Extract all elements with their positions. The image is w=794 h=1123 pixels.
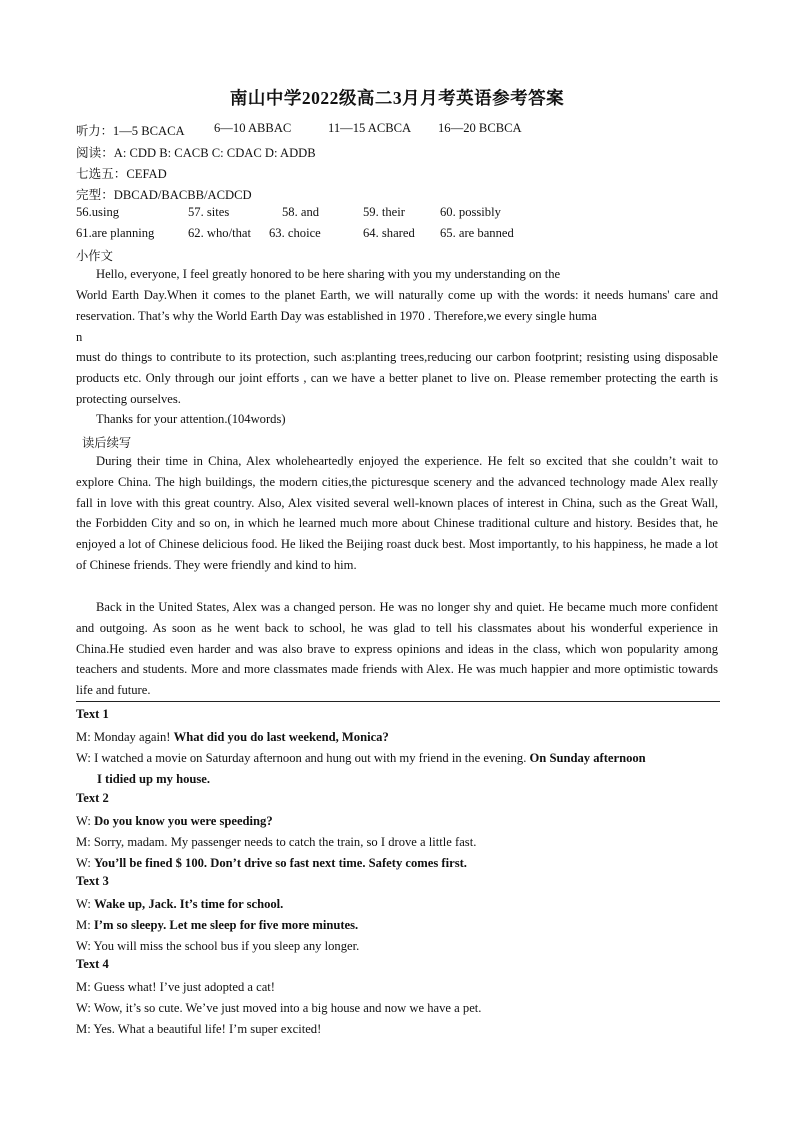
speaker: M: <box>76 1022 94 1036</box>
transcript-line <box>76 998 722 1019</box>
grammar-answer: 56.using <box>76 205 120 219</box>
listening-group-3: 11—15 ACBCA <box>328 121 412 135</box>
line-plain: Guess what! I’ve just adopted a cat! <box>93 980 276 994</box>
grammar-answer: 58. and <box>282 205 320 219</box>
line-plain: Monday again! <box>93 730 174 744</box>
cloze-answers: 完型：DBCAD/BACBB/ACDCD <box>76 188 252 202</box>
grammar-answer: 60. possibly <box>440 205 501 219</box>
transcript-line <box>76 1019 722 1040</box>
line-bold: I’m so sleepy. Let me sleep for five more minutes. <box>93 918 359 932</box>
listening-label: 听力： <box>76 124 113 138</box>
grammar-answer: 62. who/that <box>188 226 251 240</box>
continuation-paragraph-2: Back in the United States, Alex was a changed person. He was no longer shy and quiet. He became much more confident and outgoing. As soon as he went back to school, he was glad to tell his classmates about his wonderful experience in China.He studied even harder and was also brave to express opinions and ideas in the class, which won popularity among teachers and students. More and more classmates made friends with Alex. He was much happier and more optimistic towards life and future. <box>76 600 718 698</box>
transcript-label: Text 4 <box>76 957 109 971</box>
transcript-line <box>76 977 722 998</box>
transcript-line <box>76 748 722 790</box>
speaker: M: <box>76 835 94 849</box>
speaker: M: <box>76 980 94 994</box>
line-plain: Wow, it’s so cute. We’ve just moved into a big house and now we have a pet. <box>93 1001 482 1015</box>
transcript-line <box>76 936 722 957</box>
line-plain: You will miss the school bus if you sleep any longer. <box>93 939 360 953</box>
transcript-line <box>76 915 722 936</box>
transcript-line <box>76 894 722 915</box>
grammar-answer: 64. shared <box>363 226 415 240</box>
grammar-answer: 61.are planning <box>76 226 155 240</box>
line-bold-continued: I tidied up my house. <box>97 772 211 786</box>
transcript-label: Text 2 <box>76 791 109 805</box>
speaker: W: <box>76 939 94 953</box>
line-plain: Yes. What a beautiful life! I’m super excited! <box>93 1022 322 1036</box>
grammar-row-2 <box>76 226 676 244</box>
transcript-line <box>76 853 722 874</box>
transcript-line <box>76 727 722 748</box>
essay-paragraph-end: must do things to contribute to its protection, such as:planting trees,reducing our carbon footprint; resisting using disposable products etc. Only through our joint efforts , can we have a better planet to live on. Please remember protecting the earth is protecting ourselves. <box>76 350 718 406</box>
transcript-line <box>76 811 722 832</box>
line-plain: I watched a movie on Saturday afternoon and hung out with my friend in the evening. <box>94 751 530 765</box>
listening-group-2: 6—10 ABBAC <box>214 121 292 135</box>
speaker: W: <box>76 897 95 911</box>
transcript-label: Text 1 <box>76 707 109 721</box>
line-bold: You’ll be fined $ 100. Don’t drive so fast next time. Safety comes first. <box>94 856 467 870</box>
grammar-answer: 59. their <box>363 205 405 219</box>
line-bold: On Sunday afternoon <box>529 751 646 765</box>
listening-answers <box>76 121 522 139</box>
grammar-row-1 <box>76 205 676 223</box>
listening-group-1: 1—5 BCACA <box>112 124 185 138</box>
line-bold: Wake up, Jack. It’s time for school. <box>94 897 284 911</box>
grammar-answer: 57. sites <box>188 205 230 219</box>
speaker: M: <box>76 730 94 744</box>
transcript-line <box>76 832 722 853</box>
continuation-heading: 读后续写 <box>82 436 132 450</box>
listening-group-4: 16—20 BCBCA <box>438 121 522 135</box>
speaker: W: <box>76 856 95 870</box>
essay-word-break: n <box>76 330 83 344</box>
speaker: M: <box>76 918 94 932</box>
grammar-answer: 63. choice <box>269 226 321 240</box>
transcript-label: Text 3 <box>76 874 109 888</box>
document-title: 南山中学2022级高二3月月考英语参考答案 <box>229 88 565 108</box>
section-divider <box>76 701 720 702</box>
grammar-answer: 65. are banned <box>440 226 514 240</box>
essay-heading: 小作文 <box>76 249 113 263</box>
speaker: W: <box>76 814 95 828</box>
line-bold: What did you do last weekend, Monica? <box>173 730 389 744</box>
essay-paragraph-first-line: Hello, everyone, I feel greatly honored to be here sharing with you my understanding on the <box>96 267 561 281</box>
essay-paragraph-body: World Earth Day.When it comes to the planet Earth, we will naturally come up with the words: it needs humans' care and reservation. That’s why the World Earth Day was established in 1970 . Therefore,we every single huma <box>76 288 718 323</box>
continuation-paragraph-1: During their time in China, Alex wholeheartedly enjoyed the experience. He felt so excited that she couldn’t wait to explore China. The high buildings, the modern cities,the picturesque scenery and the advanced technology made Alex really fall in love with this great country. Also, Alex visited several well-known places of interest in China, such as the Great Wall, the Forbidden City and so on, in which he learned much more about Chinese traditional culture and history. Besides that, he enjoyed a lot of Chinese delicious food. He liked the Beijing roast duck best. Most importantly, to his happiness, he made a lot of Chinese friends. They were friendly and kind to him. <box>76 454 718 572</box>
essay-closing: Thanks for your attention.(104words) <box>96 412 286 426</box>
speaker: W: <box>76 1001 94 1015</box>
reading-answers: 阅读：A: CDD B: CACB C: CDAC D: ADDB <box>76 146 316 160</box>
speaker: W: <box>76 751 95 765</box>
line-plain: Sorry, madam. My passenger needs to catch the train, so I drove a little fast. <box>93 835 477 849</box>
seven-choose-five-answers: 七选五：CEFAD <box>76 167 167 181</box>
line-bold: Do you know you were speeding? <box>94 814 273 828</box>
